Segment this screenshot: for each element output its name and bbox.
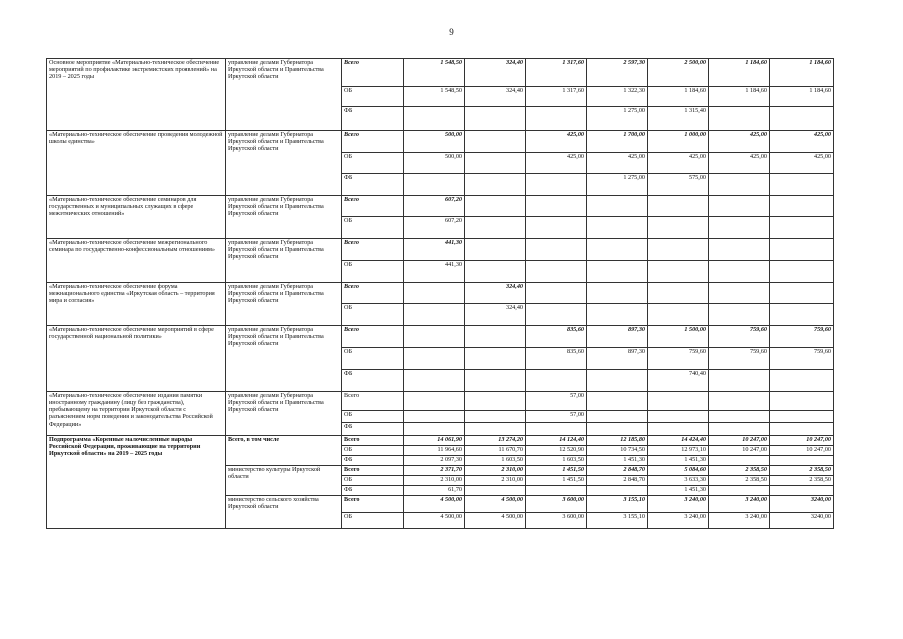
value-cell <box>770 456 834 466</box>
value-cell: 2 310,00 <box>465 476 526 486</box>
value-cell <box>465 153 526 174</box>
table-row <box>47 59 834 87</box>
value-cell: 1 275,00 <box>587 107 648 131</box>
value-cell: 607,20 <box>404 217 465 239</box>
table-row <box>47 283 834 304</box>
executor-cell: управление делами Губернатора Иркутской области и Правительства Иркутской области <box>226 239 342 283</box>
value-cell: 2 310,00 <box>404 476 465 486</box>
funding-source: ОБ <box>342 476 404 486</box>
funding-source: ОБ <box>342 153 404 174</box>
value-cell: 3 240,00 <box>648 513 709 529</box>
value-cell: 759,60 <box>709 326 770 348</box>
value-cell: 1 275,00 <box>587 174 648 196</box>
value-cell: 759,60 <box>770 326 834 348</box>
funding-source: Всего <box>342 392 404 411</box>
value-cell: 324,40 <box>465 304 526 326</box>
value-cell: 441,30 <box>404 261 465 283</box>
value-cell: 425,00 <box>526 131 587 153</box>
value-cell <box>404 370 465 392</box>
value-cell: 13 274,20 <box>465 436 526 446</box>
value-cell: 759,60 <box>648 348 709 370</box>
value-cell <box>587 196 648 217</box>
value-cell <box>709 486 770 496</box>
value-cell: 12 973,10 <box>648 446 709 456</box>
value-cell: 1 000,00 <box>648 131 709 153</box>
value-cell <box>770 107 834 131</box>
value-cell <box>587 304 648 326</box>
funding-source: Всего <box>342 59 404 87</box>
funding-source: ОБ <box>342 217 404 239</box>
value-cell: 324,40 <box>465 283 526 304</box>
value-cell: 10 247,00 <box>770 436 834 446</box>
value-cell: 10 247,00 <box>770 446 834 456</box>
value-cell: 1 184,60 <box>770 87 834 107</box>
value-cell: 425,00 <box>648 153 709 174</box>
measure-name: «Материально-техническое обеспечение мероприятий в сфере государственной национальной политики» <box>47 326 226 392</box>
value-cell: 2 097,30 <box>404 456 465 466</box>
value-cell <box>526 261 587 283</box>
value-cell <box>526 304 587 326</box>
value-cell: 2 310,00 <box>465 466 526 476</box>
value-cell <box>465 131 526 153</box>
value-cell <box>587 370 648 392</box>
value-cell: 740,40 <box>648 370 709 392</box>
value-cell: 4 500,00 <box>465 496 526 513</box>
funding-source: Всего <box>342 283 404 304</box>
value-cell: 57,00 <box>526 411 587 423</box>
value-cell <box>526 107 587 131</box>
value-cell <box>465 392 526 411</box>
value-cell: 12 520,90 <box>526 446 587 456</box>
value-cell: 14 061,90 <box>404 436 465 446</box>
table-row <box>47 436 834 446</box>
value-cell: 1 451,50 <box>526 476 587 486</box>
value-cell: 1 451,30 <box>587 456 648 466</box>
measure-name: Основное мероприятие «Материально-техническое обеспечение мероприятий по профилактике экстремистских проявлений» на 2019 – 2025 годы <box>47 59 226 131</box>
value-cell: 425,00 <box>770 131 834 153</box>
measure-name: «Материально-техническое обеспечение издания памятки иностранному гражданину (лицу без гражданства), пребывающему на территории Иркутской области с разъяснением норм поведения и законодательства Российской Федерации» <box>47 392 226 436</box>
executor-cell: управление делами Губернатора Иркутской области и Правительства Иркутской области <box>226 131 342 196</box>
value-cell <box>587 423 648 436</box>
funding-source: Всего <box>342 436 404 446</box>
executor-cell: управление делами Губернатора Иркутской области и Правительства Иркутской области <box>226 283 342 326</box>
value-cell <box>770 217 834 239</box>
value-cell <box>587 261 648 283</box>
value-cell <box>404 392 465 411</box>
value-cell <box>709 196 770 217</box>
value-cell: 759,60 <box>770 348 834 370</box>
value-cell <box>465 411 526 423</box>
value-cell <box>526 486 587 496</box>
funding-source: ОБ <box>342 348 404 370</box>
value-cell <box>770 239 834 261</box>
value-cell <box>526 283 587 304</box>
value-cell: 2 358,50 <box>770 466 834 476</box>
value-cell <box>404 107 465 131</box>
value-cell: 3 600,00 <box>526 496 587 513</box>
value-cell <box>587 411 648 423</box>
value-cell: 14 424,40 <box>648 436 709 446</box>
value-cell: 324,40 <box>465 87 526 107</box>
value-cell <box>648 217 709 239</box>
value-cell: 3 240,00 <box>648 496 709 513</box>
measure-name: «Материально-техническое обеспечение межрегионального семинара по государственно-конфессиональным отношениям» <box>47 239 226 283</box>
value-cell: 2 500,00 <box>648 59 709 87</box>
value-cell: 1 451,50 <box>526 466 587 476</box>
value-cell: 835,60 <box>526 326 587 348</box>
value-cell <box>465 217 526 239</box>
value-cell: 11 964,60 <box>404 446 465 456</box>
value-cell: 1 548,50 <box>404 87 465 107</box>
page-number: 9 <box>449 27 454 37</box>
value-cell: 12 185,80 <box>587 436 648 446</box>
funding-source: ФБ <box>342 456 404 466</box>
value-cell <box>465 486 526 496</box>
value-cell <box>465 261 526 283</box>
table-row <box>47 326 834 348</box>
table-row <box>47 131 834 153</box>
funding-source: Всего <box>342 466 404 476</box>
value-cell <box>770 304 834 326</box>
value-cell: 2 358,50 <box>770 476 834 486</box>
funding-source: ФБ <box>342 107 404 131</box>
value-cell: 57,00 <box>526 392 587 411</box>
value-cell <box>526 239 587 261</box>
executor-cell: управление делами Губернатора Иркутской области и Правительства Иркутской области <box>226 196 342 239</box>
value-cell <box>404 174 465 196</box>
value-cell: 2 358,50 <box>709 466 770 476</box>
value-cell: 425,00 <box>587 153 648 174</box>
value-cell: 759,60 <box>709 348 770 370</box>
value-cell <box>526 217 587 239</box>
value-cell <box>465 326 526 348</box>
value-cell <box>770 370 834 392</box>
value-cell <box>648 423 709 436</box>
value-cell <box>587 392 648 411</box>
value-cell: 2 848,70 <box>587 466 648 476</box>
value-cell <box>404 423 465 436</box>
value-cell <box>587 217 648 239</box>
value-cell: 3 633,30 <box>648 476 709 486</box>
funding-source: ФБ <box>342 174 404 196</box>
value-cell: 425,00 <box>526 153 587 174</box>
budget-table <box>46 58 834 529</box>
value-cell: 1 548,50 <box>404 59 465 87</box>
value-cell <box>587 283 648 304</box>
value-cell: 3240,00 <box>770 496 834 513</box>
value-cell: 11 670,70 <box>465 446 526 456</box>
value-cell: 1 322,30 <box>587 87 648 107</box>
value-cell <box>648 239 709 261</box>
table-row <box>47 196 834 217</box>
funding-source: Всего <box>342 196 404 217</box>
value-cell: 1 317,60 <box>526 87 587 107</box>
executor-cell: управление делами Губернатора Иркутской области и Правительства Иркутской области <box>226 392 342 436</box>
value-cell: 3 155,10 <box>587 496 648 513</box>
value-cell: 441,30 <box>404 239 465 261</box>
value-cell: 2 597,30 <box>587 59 648 87</box>
value-cell <box>709 174 770 196</box>
subprogram-name: Подпрограмма «Коренные малочисленные народы Российской Федерации, проживающие на территории Иркутской области» на 2019 – 2025 годы <box>47 436 226 529</box>
value-cell <box>709 423 770 436</box>
value-cell: 2 848,70 <box>587 476 648 486</box>
value-cell <box>404 411 465 423</box>
value-cell: 4 500,00 <box>404 513 465 529</box>
value-cell: 1 184,60 <box>709 87 770 107</box>
value-cell <box>648 283 709 304</box>
value-cell <box>404 283 465 304</box>
value-cell: 3 240,00 <box>709 513 770 529</box>
funding-source: ФБ <box>342 486 404 496</box>
funding-source: ОБ <box>342 87 404 107</box>
value-cell <box>465 423 526 436</box>
value-cell: 1 315,40 <box>648 107 709 131</box>
value-cell: 1 451,30 <box>648 456 709 466</box>
value-cell <box>587 486 648 496</box>
executor-cell: министерство культуры Иркутской области <box>226 466 342 496</box>
value-cell <box>709 304 770 326</box>
table-row <box>47 392 834 411</box>
value-cell <box>770 486 834 496</box>
value-cell <box>648 411 709 423</box>
value-cell <box>404 348 465 370</box>
value-cell <box>770 174 834 196</box>
value-cell: 1 603,50 <box>465 456 526 466</box>
funding-source: Всего <box>342 131 404 153</box>
funding-source: ОБ <box>342 261 404 283</box>
executor-cell: министерство сельского хозяйства Иркутской области <box>226 496 342 529</box>
value-cell <box>648 392 709 411</box>
value-cell <box>709 392 770 411</box>
value-cell: 1 317,60 <box>526 59 587 87</box>
value-cell: 500,00 <box>404 153 465 174</box>
value-cell: 10 734,50 <box>587 446 648 456</box>
executor-cell: управление делами Губернатора Иркутской области и Правительства Иркутской области <box>226 59 342 131</box>
funding-source: Всего <box>342 496 404 513</box>
value-cell <box>526 423 587 436</box>
funding-source: Всего <box>342 239 404 261</box>
value-cell: 4 500,00 <box>465 513 526 529</box>
value-cell <box>465 370 526 392</box>
value-cell <box>709 456 770 466</box>
funding-source: ФБ <box>342 423 404 436</box>
value-cell: 575,00 <box>648 174 709 196</box>
value-cell <box>770 423 834 436</box>
value-cell <box>770 196 834 217</box>
value-cell: 2 371,70 <box>404 466 465 476</box>
value-cell <box>770 411 834 423</box>
value-cell: 5 084,60 <box>648 466 709 476</box>
value-cell: 835,60 <box>526 348 587 370</box>
funding-source: ОБ <box>342 304 404 326</box>
value-cell: 4 500,00 <box>404 496 465 513</box>
value-cell: 1 700,00 <box>587 131 648 153</box>
value-cell <box>404 304 465 326</box>
value-cell <box>465 239 526 261</box>
value-cell: 500,00 <box>404 131 465 153</box>
value-cell: 1 184,60 <box>648 87 709 107</box>
value-cell: 1 184,60 <box>709 59 770 87</box>
funding-source: ОБ <box>342 411 404 423</box>
executor-cell: управление делами Губернатора Иркутской области и Правительства Иркутской области <box>226 326 342 392</box>
value-cell: 2 358,50 <box>709 476 770 486</box>
value-cell <box>648 196 709 217</box>
funding-source: ФБ <box>342 370 404 392</box>
value-cell: 10 247,00 <box>709 436 770 446</box>
value-cell: 14 124,40 <box>526 436 587 446</box>
value-cell <box>465 196 526 217</box>
value-cell: 425,00 <box>709 153 770 174</box>
value-cell <box>709 261 770 283</box>
value-cell <box>770 261 834 283</box>
value-cell: 61,70 <box>404 486 465 496</box>
value-cell: 1 603,50 <box>526 456 587 466</box>
value-cell <box>526 196 587 217</box>
value-cell <box>465 174 526 196</box>
value-cell: 3240,00 <box>770 513 834 529</box>
value-cell <box>709 239 770 261</box>
value-cell: 1 451,30 <box>648 486 709 496</box>
value-cell: 1 500,00 <box>648 326 709 348</box>
value-cell: 3 155,10 <box>587 513 648 529</box>
value-cell <box>770 283 834 304</box>
value-cell <box>465 348 526 370</box>
value-cell: 1 184,60 <box>770 59 834 87</box>
value-cell: 324,40 <box>465 59 526 87</box>
value-cell <box>648 304 709 326</box>
value-cell: 607,20 <box>404 196 465 217</box>
value-cell: 425,00 <box>709 131 770 153</box>
value-cell: 3 600,00 <box>526 513 587 529</box>
value-cell <box>709 217 770 239</box>
value-cell <box>526 174 587 196</box>
value-cell <box>709 283 770 304</box>
value-cell <box>770 392 834 411</box>
funding-source: ОБ <box>342 446 404 456</box>
value-cell: 10 247,00 <box>709 446 770 456</box>
value-cell: 897,30 <box>587 326 648 348</box>
value-cell <box>526 370 587 392</box>
value-cell <box>709 370 770 392</box>
value-cell <box>465 107 526 131</box>
value-cell: 425,00 <box>770 153 834 174</box>
value-cell <box>709 107 770 131</box>
measure-name: «Материально-техническое обеспечение форума межнационального единства «Иркутская область – территория мира и согласия» <box>47 283 226 326</box>
value-cell <box>709 411 770 423</box>
funding-source: ОБ <box>342 513 404 529</box>
table-row <box>47 239 834 261</box>
funding-source: Всего <box>342 326 404 348</box>
executor-cell: Всего, в том числе <box>226 436 342 466</box>
value-cell: 3 240,00 <box>709 496 770 513</box>
value-cell <box>404 326 465 348</box>
value-cell <box>587 239 648 261</box>
value-cell: 897,30 <box>587 348 648 370</box>
value-cell <box>648 261 709 283</box>
measure-name: «Материально-техническое обеспечение семинаров для государственных и муниципальных служащих в сфере межэтнических отношений» <box>47 196 226 239</box>
measure-name: «Материально-техническое обеспечение проведения молодежной школы единства» <box>47 131 226 196</box>
